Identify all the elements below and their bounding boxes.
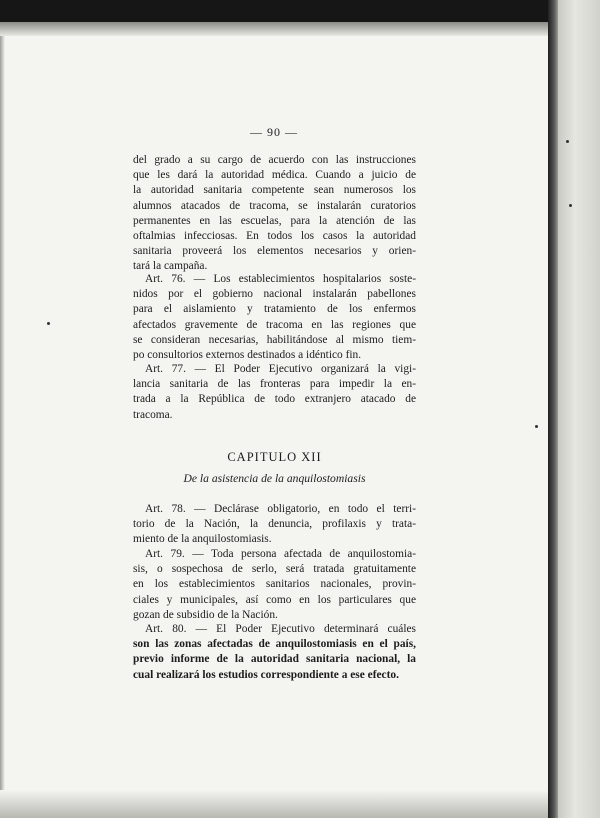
- book-spine-shadow: [548, 0, 558, 818]
- text-line: Art. 78. — Declárase obligatorio, en todo el terri-: [145, 503, 416, 515]
- text-line: Art. 77. — El Poder Ejecutivo organizará la vigi-: [145, 363, 416, 375]
- text-line: sis, o sospechosa de serlo, será tratada gratuitamente: [133, 563, 416, 576]
- text-line: cual realizará los estudios correspondiente a ese efecto.: [133, 668, 399, 681]
- article-78: [133, 502, 416, 548]
- chapter-subtitle: De la asistencia de la anquilostomiasis: [183, 472, 366, 485]
- scan-top-border: [0, 0, 548, 22]
- text-line: Art. 76. — Los establecimientos hospitalarios soste-: [145, 273, 416, 285]
- text-line: en los establecimientos sanitarios nacionales, provin-: [133, 578, 416, 591]
- text-line: nidos por el gobierno nacional instalarán pabellones: [133, 288, 416, 301]
- facing-page-edge: [558, 0, 600, 818]
- article-79: [133, 547, 416, 623]
- scan-speck: [569, 204, 572, 207]
- scan-speck: [535, 425, 538, 428]
- text-line: sanitaria proveerá los elementos necesarios y orien-: [133, 245, 416, 258]
- text-line: son las zonas afectadas de anquilostomiasis en el país,: [133, 638, 416, 651]
- scan-speck: [47, 322, 50, 325]
- text-line: permanentes en las escuelas, para la atención de las: [133, 214, 416, 227]
- text-line: lancia sanitaria de las fronteras para impedir la en-: [133, 378, 416, 391]
- text-line: oftalmias infecciosas. En todos los casos la autoridad: [133, 230, 416, 243]
- chapter-title: CAPITULO XII: [227, 450, 322, 464]
- text-line: miento de la anquilostomiasis.: [133, 533, 272, 546]
- scan-bottom-edge: [0, 790, 548, 818]
- text-line: ciales y municipales, así como en los particulares que: [133, 593, 416, 606]
- text-line: torio de la Nación, la denuncia, profilaxis y trata-: [133, 518, 416, 531]
- text-line: se consideran necesarias, habilitándose al mismo tiem-: [133, 333, 416, 346]
- text-line: del grado a su cargo de acuerdo con las instrucciones: [133, 154, 416, 166]
- article-76: [133, 272, 416, 363]
- article-80: [133, 622, 416, 683]
- scan-left-edge: [0, 36, 5, 818]
- text-line: que les dará la autoridad médica. Cuando a juicio de: [133, 169, 416, 182]
- text-line: alumnos atacados de tracoma, se instalarán curatorios: [133, 199, 416, 212]
- text-line: la autoridad sanitaria competente sean numerosos los: [133, 184, 416, 197]
- text-line: trada a la República de todo extranjero atacado de: [133, 393, 416, 406]
- text-line: Art. 80. — El Poder Ejecutivo determinará cuáles: [145, 623, 416, 635]
- text-line: para el aislamiento y tratamiento de los enfermos: [133, 303, 416, 316]
- text-line: previo informe de la autoridad sanitaria nacional, la: [133, 653, 416, 666]
- text-line: tracoma.: [133, 408, 173, 421]
- paragraph-continuation: [133, 153, 416, 275]
- text-line: afectados gravemente de tracoma en las regiones que: [133, 318, 416, 331]
- text-line: gozan de subsidio de la Nación.: [133, 608, 278, 621]
- text-line: po consultorios externos destinados a idéntico fin.: [133, 349, 362, 362]
- text-line: tará la campaña.: [133, 260, 208, 273]
- article-77: [133, 362, 416, 423]
- scan-top-shadow: [0, 22, 548, 36]
- scan-speck: [566, 140, 569, 143]
- page-number: — 90 —: [250, 125, 298, 139]
- text-line: Art. 79. — Toda persona afectada de anquilostomia-: [145, 548, 416, 560]
